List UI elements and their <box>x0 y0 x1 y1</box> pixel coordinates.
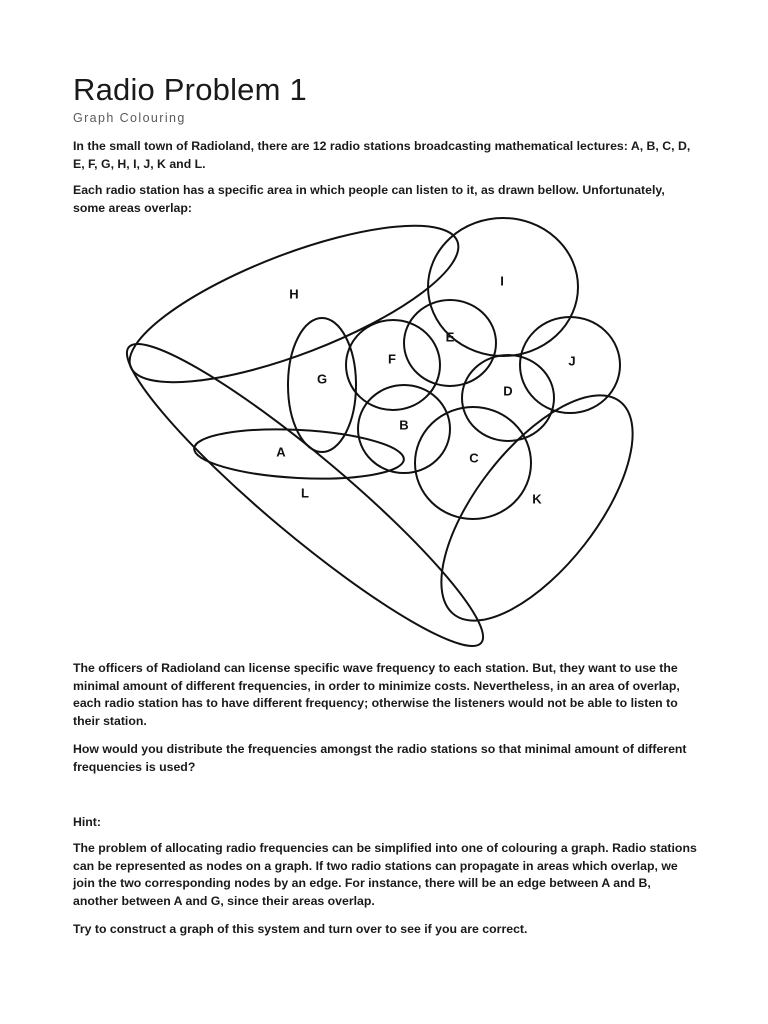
page-subtitle: Graph Colouring <box>73 111 186 125</box>
intro-paragraph-2: Each radio station has a specific area in which people can listen to it, as drawn bellow. Unfortunately, some areas overlap: <box>73 183 665 215</box>
label-l: L <box>301 485 309 501</box>
closing-paragraph: Try to construct a graph of this system and turn over to see if you are correct. <box>73 922 528 936</box>
intro-paragraph-1: In the small town of Radioland, there are 12 radio stations broadcasting mathematical lectures: A, B, C, D, E, F, G, H, I, J, K and L. <box>73 139 691 171</box>
coverage-diagram <box>0 210 768 660</box>
label-d: D <box>503 383 513 399</box>
label-f: F <box>388 351 396 367</box>
page-title: Radio Problem 1 <box>73 72 307 107</box>
area-h <box>113 210 476 413</box>
label-e: E <box>445 329 455 345</box>
label-i: I <box>500 273 504 289</box>
hint-heading: Hint: <box>73 815 101 829</box>
label-g: G <box>316 371 328 387</box>
question-paragraph: How would you distribute the frequencies amongst the radio stations so that minimal amount of different frequencies is used? <box>73 742 687 774</box>
hint-paragraph: The problem of allocating radio frequencies can be simplified into one of colouring a graph. Radio stations can be represented as nodes on a graph. If two radio stations can propagate in areas which overlap, we join the two corresponding nodes by an edge. For instance, there will be an edge between A and B, another between A and G, since their areas overlap. <box>73 841 697 908</box>
area-k <box>407 365 668 652</box>
label-b: B <box>399 417 409 433</box>
body-paragraph: The officers of Radioland can license specific wave frequency to each station. But, they want to use the minimal amount of different frequencies, in order to minimize costs. Nevertheless, in an area of overlap, each radio station has to have different frequency; otherwise the listeners would not be able to listen to their station. <box>73 661 680 728</box>
label-j: J <box>568 353 576 369</box>
label-h: H <box>289 286 299 302</box>
label-k: K <box>532 491 542 507</box>
label-c: C <box>469 450 479 466</box>
label-a: A <box>276 444 286 460</box>
